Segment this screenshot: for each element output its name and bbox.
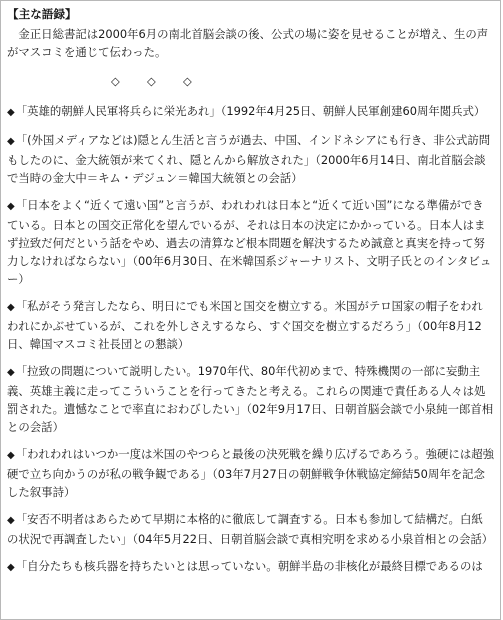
quote-text: 「安否不明者はあらためて早期に本格的に徹底して調査する。日本も参加して結構だ。白紙の状況で再調査したい」（04年5月22日、日朝首脳会談で真相究明を求める小泉首相との会話） xyxy=(7,512,494,546)
diamond-bullet-icon: ◆ xyxy=(7,450,15,461)
quote-item xyxy=(7,362,494,436)
divider-diamond-icon: ◇ xyxy=(183,74,192,88)
diamond-bullet-icon: ◆ xyxy=(7,367,15,378)
quote-item xyxy=(7,102,494,122)
quote-item xyxy=(7,196,494,288)
quote-item xyxy=(7,131,494,187)
quote-item xyxy=(7,510,494,548)
intro-paragraph: 金正日総書記は2000年6月の南北首脳会談の後、公式の場に姿を見せることが増え、生の声がマスコミを通じて伝わった。 xyxy=(7,27,489,59)
diamond-bullet-icon: ◆ xyxy=(7,562,15,573)
quote-text: 「拉致の問題について説明したい。1970年代、80年代初めまで、特殊機関の一部に妄動主義、英雄主義に走ってこういうことを行ってきたと考える。これらの関連で責任ある人々は処罰された。遺憾なことで率直におわびしたい」（02年9月17日、日朝首脳会談で小泉純一郎首相との会話） xyxy=(7,364,494,434)
quote-text: 「(外国メディアなどは)隠とん生活と言うが過去、中国、インドネシアにも行き、非公式訪問もしたのに、金大統領が来てくれ、隠とんから解放された」（2000年6月14日、南北首脳会談で当時の金大中＝キム・デジュン＝韓国大統領との会話） xyxy=(7,133,491,185)
quote-text: 「われわれはいつか一度は米国のやつらと最後の決死戦を繰り広げるであろう。強硬には超強硬で立ち向かうのが私の戦争観である」（03年7月27日の朝鮮戦争休戦協定締結50周年を記念した叙事詩） xyxy=(7,447,494,499)
section-title: 【主な語録】 xyxy=(7,7,77,21)
quote-item xyxy=(7,445,494,501)
divider-diamond-icon: ◇ xyxy=(111,74,120,88)
quote-text: 「私がそう発言したなら、明日にでも米国と国交を樹立する。米国がテロ国家の帽子をわれわれにかぶせているが、これを外しさえするなら、すぐ国交を樹立するだろう」（00年8月12日、韓国マスコミ社長団との懇談） xyxy=(7,299,483,351)
quote-text: 「日本をよく“近くて遠い国”と言うが、われわれは日本と“近くて近い国”になる準備ができている。日本との国交正常化を望んでいるが、それは日本の決定にかかっている。日本人はまず拉致だ何だという話をやめ、過去の清算など根本問題を解決するため誠意と真実を持って努力しなければならない」（00年6月30日、在米韓国系ジャーナリスト、文明子氏とのインタビュー） xyxy=(7,198,492,286)
article-content xyxy=(1,1,500,577)
diamond-bullet-icon: ◆ xyxy=(7,515,15,526)
diamond-bullet-icon: ◆ xyxy=(7,201,15,212)
diamond-bullet-icon: ◆ xyxy=(7,302,15,313)
diamond-bullet-icon: ◆ xyxy=(7,136,15,147)
section-divider xyxy=(7,72,494,90)
quote-item xyxy=(7,557,494,577)
quote-item xyxy=(7,297,494,353)
quote-text: 「英雄的朝鮮人民軍将兵らに栄光あれ」（1992年4月25日、朝鮮人民軍創建60周年閲兵式） xyxy=(15,104,486,118)
divider-diamond-icon: ◇ xyxy=(147,74,156,88)
quote-text: 「自分たちも核兵器を持ちたいとは思っていない。朝鮮半島の非核化が最終目標であるのは xyxy=(15,559,483,573)
diamond-bullet-icon: ◆ xyxy=(7,107,15,118)
